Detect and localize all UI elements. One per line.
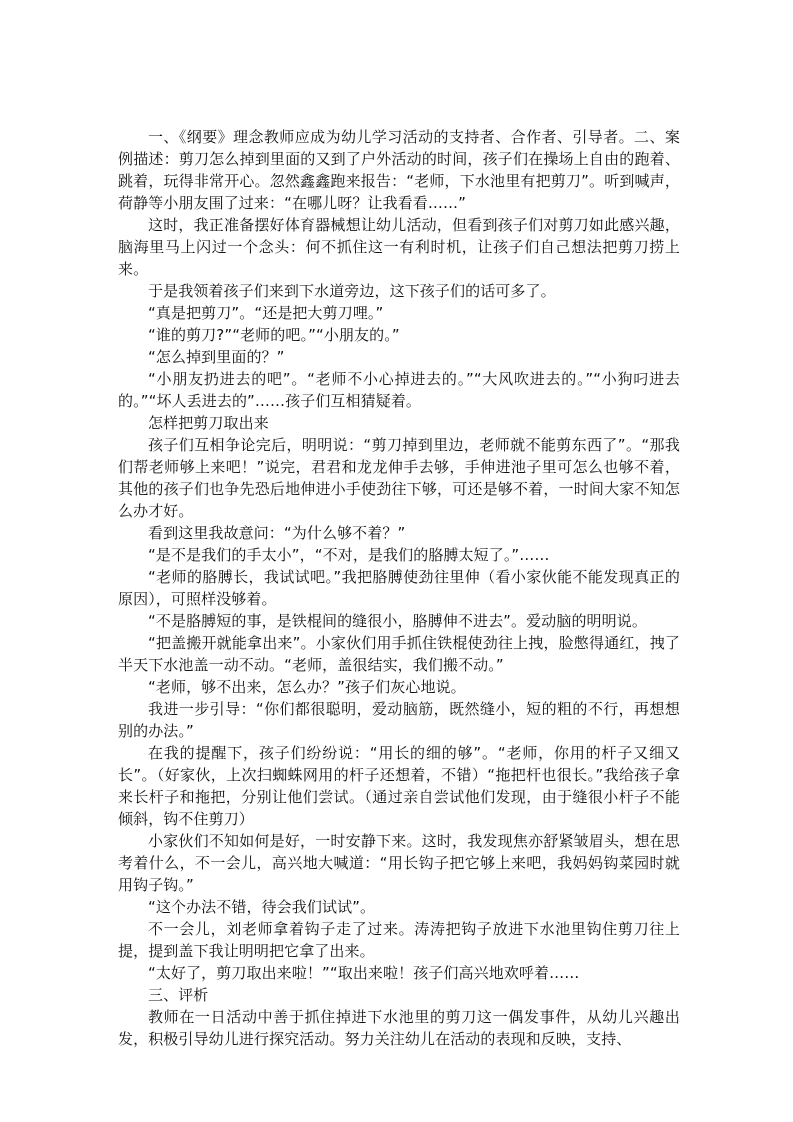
paragraph: “老师，够不出来，怎么办？”孩子们灰心地说。	[148, 678, 466, 696]
paragraph: “把盖搬开就能拿出来”。小家伙们用手抓住铁棍使劲往上拽，脸憋得通红，拽了半天下水池盖一动不动。“老师，盖很结实，我们搬不动。”	[118, 634, 680, 674]
paragraph: 这时，我正准备摆好体育器械想让幼儿活动，但看到孩子们对剪刀如此感兴趣，脑海里马上闪过一个念头：何不抓住这一有利时机，让孩子们自己想法把剪刀捞上来。	[118, 216, 680, 278]
paragraph: 在我的提醒下，孩子们纷纷说：“用长的细的够”。“老师，你用的杆子又细又长”。（好家伙，上次扫蜘蛛网用的杆子还想着，不错）“拖把杆也很长。”我给孩子拿来长杆子和拖把，分别让他们尝试。（通过亲自尝试他们发现，由于缝很小杆子不能倾斜，钩不住剪刀）	[118, 744, 680, 828]
paragraph: 于是我领着孩子们来到下水道旁边，这下孩子们的话可多了。	[148, 282, 556, 300]
paragraph: “小朋友扔进去的吧”。“老师不小心掉进去的。”“大风吹进去的。”“小狗叼进去的。”“坏人丢进去的”……孩子们互相猜疑着。	[118, 370, 680, 410]
document-body	[118, 126, 680, 1050]
paragraph: 教师在一日活动中善于抓住掉进下水池里的剪刀这一偶发事件，从幼儿兴趣出发，积极引导幼儿进行探究活动。努力关注幼儿在活动的表现和反映，支持、	[118, 1008, 680, 1048]
paragraph: 看到这里我故意问：“为什么够不着？”	[148, 524, 406, 542]
paragraph: 我进一步引导：“你们都很聪明，爱动脑筋，既然缝小，短的粗的不行，再想想别的办法。”	[118, 700, 680, 740]
paragraph: “太好了，剪刀取出来啦！”“取出来啦！孩子们高兴地欢呼着……	[148, 964, 580, 982]
paragraph: “不是胳膊短的事，是铁棍间的缝很小，胳膊伸不进去”。爱动脑的明明说。	[148, 612, 647, 630]
paragraph: “怎么掉到里面的？”	[148, 348, 285, 366]
paragraph: 不一会儿，刘老师拿着钩子走了过来。涛涛把钩子放进下水池里钩住剪刀往上提，提到盖下我让明明把它拿了出来。	[118, 920, 680, 960]
paragraph: “谁的剪刀?”“老师的吧。”“小朋友的。”	[148, 326, 400, 344]
paragraph: “是不是我们的手太小”，“不对，是我们的胳膊太短了。”……	[148, 546, 550, 564]
paragraph: 孩子们互相争论完后，明明说：“剪刀掉到里边，老师就不能剪东西了”。“那我们帮老师够上来吧！”说完，君君和龙龙伸手去够，手伸进池子里可怎么也够不着，其他的孩子们也争先恐后地伸进小手使劲往下够，可还是够不着，一时间大家不知怎么办才好。	[118, 436, 680, 520]
paragraph: “这个办法不错，待会我们试试”。	[148, 898, 376, 916]
paragraph: “老师的胳膊长，我试试吧。”我把胳膊使劲往里伸（看小家伙能不能发现真正的原因），可照样没够着。	[118, 568, 680, 608]
section-heading: 三、评析	[148, 986, 209, 1004]
section-heading: 怎样把剪刀取出来	[148, 414, 269, 432]
paragraph: 小家伙们不知如何是好，一时安静下来。这时，我发现焦亦舒紧皱眉头，想在思考着什么，不一会儿，高兴地大喊道：“用长钩子把它够上来吧，我妈妈钩菜园时就用钩子钩。”	[118, 832, 680, 894]
paragraph: “真是把剪刀”。“还是把大剪刀哩。”	[148, 304, 384, 322]
paragraph: 一、《纲要》理念教师应成为幼儿学习活动的支持者、合作者、引导者。二、案例描述：剪刀怎么掉到里面的又到了户外活动的时间，孩子们在操场上自由的跑着、跳着，玩得非常开心。忽然鑫鑫跑来报告：“老师，下水池里有把剪刀”。听到喊声，荷静等小朋友围了过来：“在哪儿呀？让我看看……”	[118, 128, 680, 212]
